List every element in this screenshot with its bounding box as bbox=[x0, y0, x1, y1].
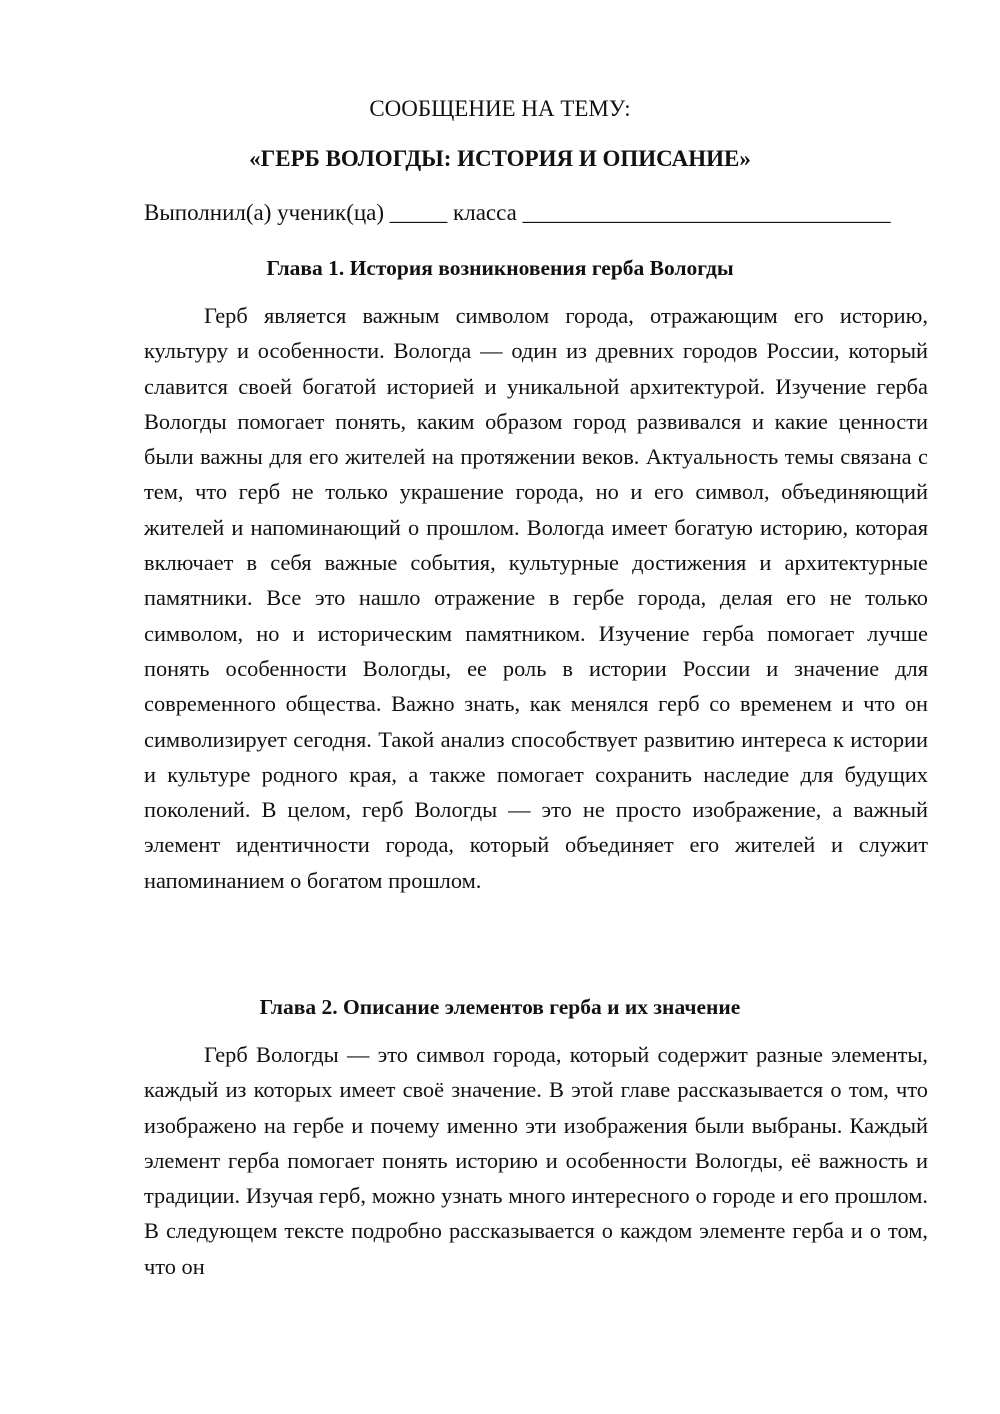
chapter-1-paragraph: Герб является важным символом города, отражающим его историю, культуру и особенности. Вологда — один из древних городов России, который славится своей богатой историей и уникальной архитектурой. Изучение герба Вологды помогает понять, каким образом город развивался и какие ценности были важны для его жителей на протяжении веков. Актуальность темы связана с тем, что герб не только украшение города, но и его символ, объединяющий жителей и напоминающий о прошлом. Вологда имеет богатую историю, которая включает в себя важные события, культурные достижения и архитектурные памятники. Все это нашло отражение в гербе города, делая его не только символом, но и историческим памятником. Изучение герба помогает лучше понять особенности Вологды, ее роль в истории России и значение для современного общества. Важно знать, как менялся герб со временем и что он символизирует сегодня. Такой анализ способствует развитию интереса к истории и культуре родного края, а также помогает сохранить наследие для будущих поколений. В целом, герб Вологды — это не просто изображение, а важный элемент идентичности города, который объединяет его жителей и служит напоминанием о богатом прошлом. bbox=[144, 303, 928, 893]
chapter-1-heading: Глава 1. История возникновения герба Вологды bbox=[266, 256, 734, 280]
document-title-line-2: «ГЕРБ ВОЛОГДЫ: ИСТОРИЯ И ОПИСАНИЕ» bbox=[249, 146, 751, 171]
document-title-line-1: СООБЩЕНИЕ НА ТЕМУ: bbox=[369, 96, 631, 121]
chapter-2-paragraph: Герб Вологды — это символ города, который содержит разные элементы, каждый из которых имеет своё значение. В этой главе рассказывается о том, что изображено на гербе и почему именно эти изображения были выбраны. Каждый элемент герба помогает понять историю и особенности Вологды, её важность и традиции. Изучая герб, можно узнать много интересного о городе и его прошлом. В следующем тексте подробно рассказывается о каждом элементе герба и о том, что он bbox=[144, 1042, 928, 1279]
chapter-2-heading: Глава 2. Описание элементов герба и их значение bbox=[259, 995, 741, 1019]
author-line: Выполнил(а) ученик(ца) _____ класса ________________________________ bbox=[144, 200, 891, 225]
